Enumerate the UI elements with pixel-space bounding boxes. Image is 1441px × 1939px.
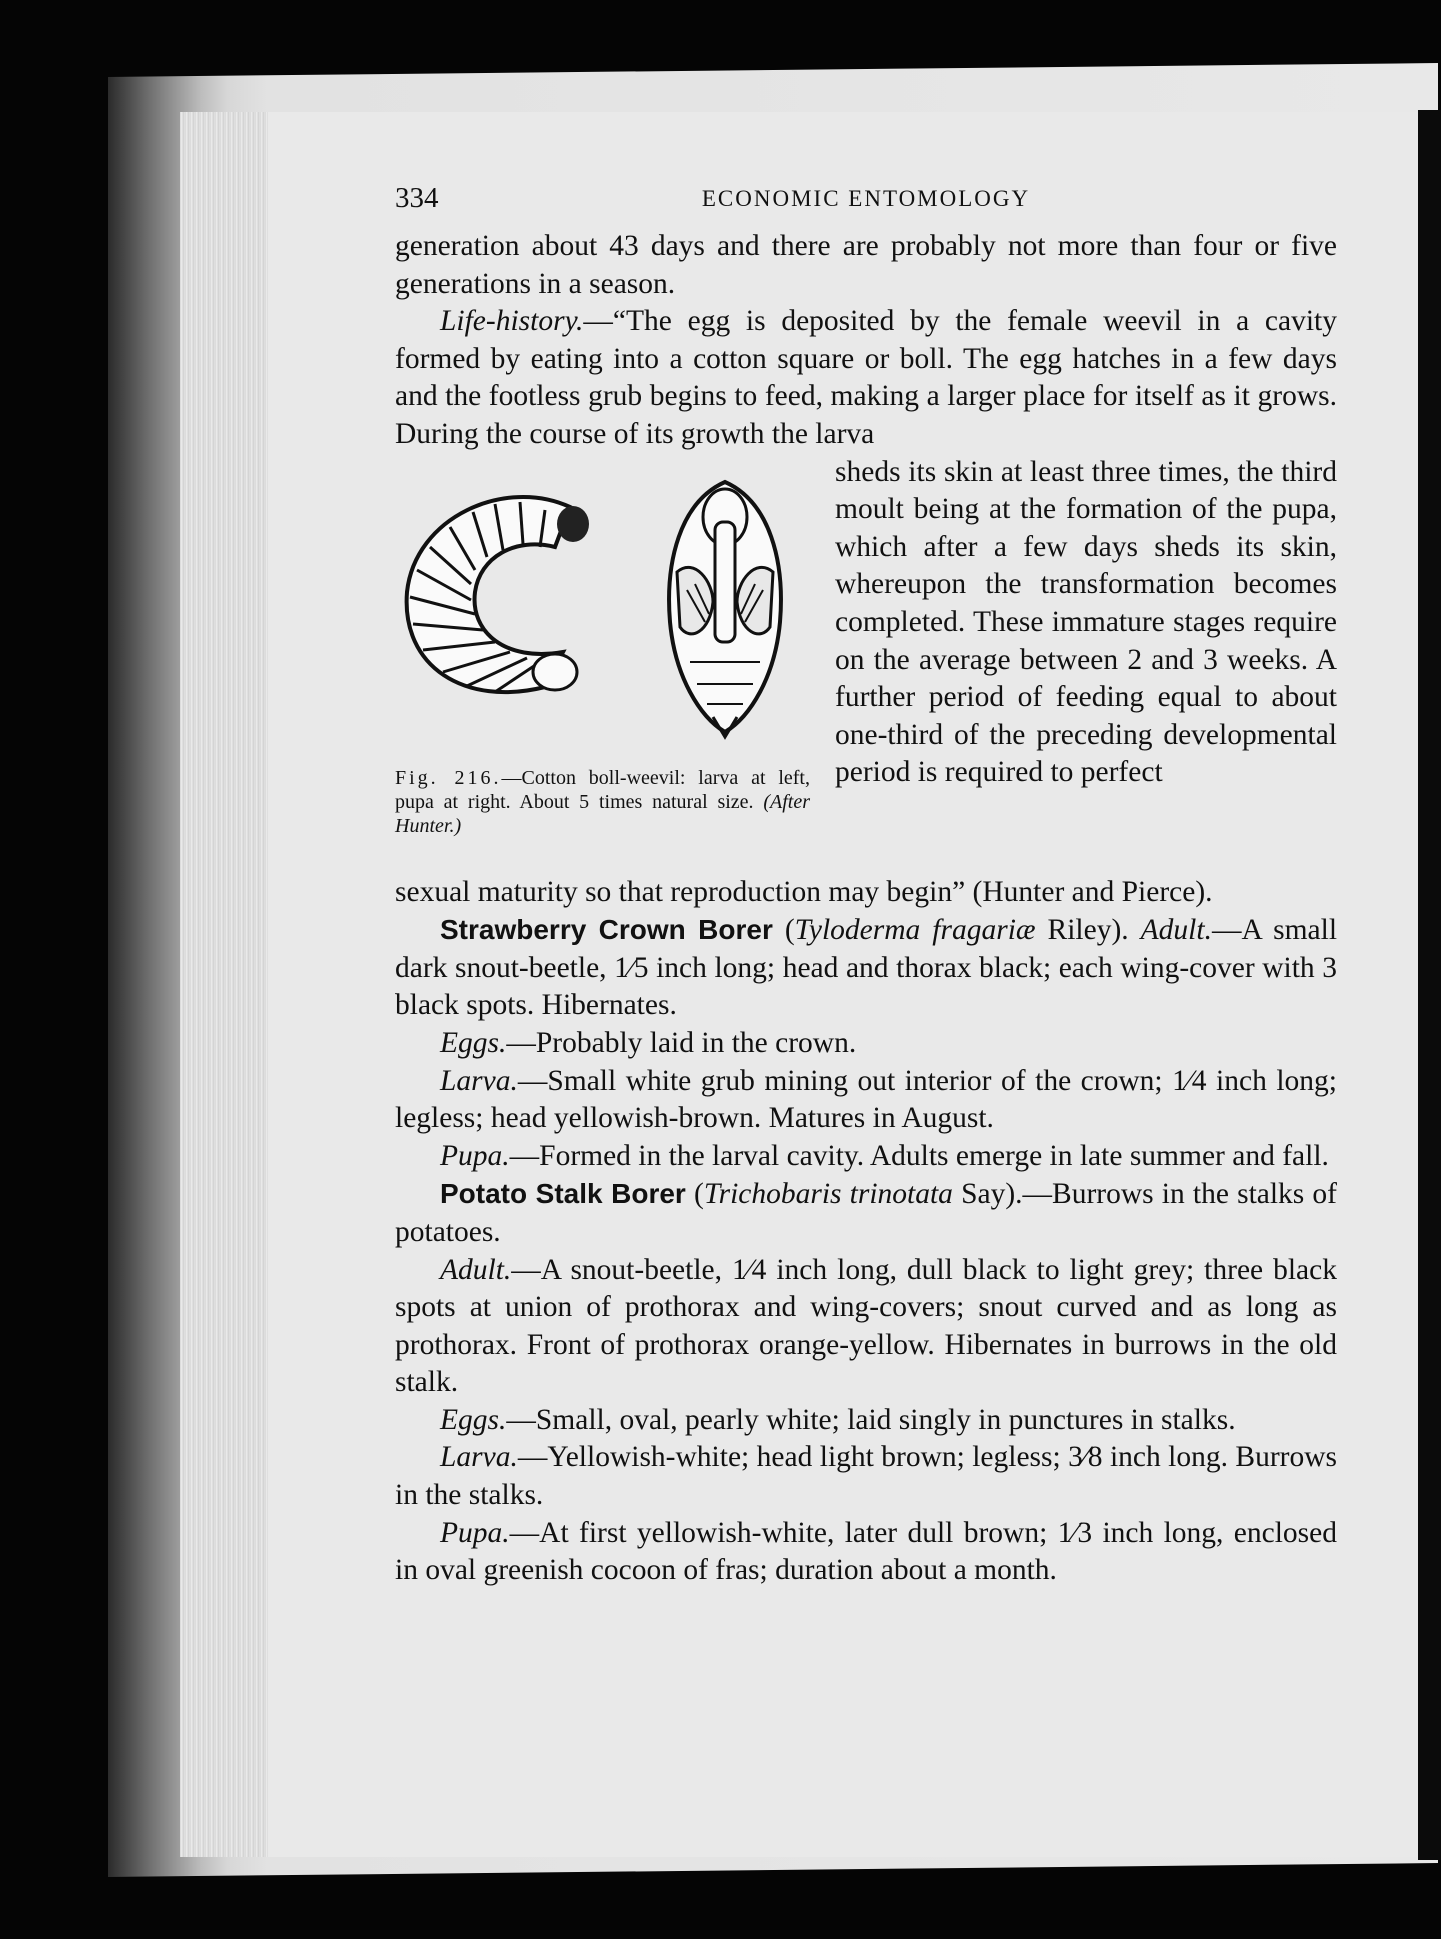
strawberry-pupa-text: —Formed in the larval cavity. Adults emerge in late summer and fall. (509, 1139, 1329, 1172)
paragraph-strawberry-eggs (395, 1025, 1337, 1063)
figure-216 (395, 454, 815, 874)
paragraph-generation: generation about 43 days and there are probably not more than four or five generations in a season. (395, 230, 1337, 300)
strawberry-scientific-name: Tyloderma fragariæ (794, 914, 1036, 947)
potato-larva-text: —Yellowish-white; head light brown; legless; 3⁄8 inch long. Burrows in the stalks. (395, 1441, 1337, 1512)
running-head-title: ECONOMIC ENTOMOLOGY (701, 186, 1031, 211)
potato-heading: Potato Stalk Borer (440, 1178, 686, 1210)
life-history-label: Life-history. (440, 305, 584, 338)
strawberry-larva-text: —Small white grub mining out interior of the crown; 1⁄4 inch long; legless; head yellowish-brown. Matures in August. (395, 1064, 1337, 1135)
strawberry-author: Riley). (1035, 914, 1129, 947)
potato-pupa-label: Pupa. (440, 1516, 510, 1549)
strawberry-larva-label: Larva. (440, 1064, 518, 1097)
figure-illustrations (395, 462, 815, 762)
potato-larva-label: Larva. (440, 1441, 518, 1474)
potato-adult-text: —A snout-beetle, 1⁄4 inch long, dull black to light grey; three black spots at union of prothorax and wing-covers; snout curved and as long as prothorax. Front of prothorax orange-yellow. Hibernates in burrows in the old stalk. (395, 1253, 1337, 1399)
paragraph-potato-heading: Potato Stalk Borer (Trichobaris trinotata Say).—Burrows in the stalks of potatoes. (395, 1178, 1338, 1248)
figure-label: Fig. 216. (395, 766, 502, 789)
running-head (395, 180, 1337, 228)
page-leaves-edge (180, 112, 275, 1857)
paragraph-life-history-wrap: sheds its skin at least three times, the third moult being at the formation of the pupa, which after a few days sheds its skin, whereupon the transformation becomes completed. These immature stages require on the average between 2 and 3 weeks. A further period of feeding equal to about one-third of the preceding developmental period is required to perfect (835, 455, 1337, 789)
potato-scientific-name: Trichobaris trinotata (703, 1178, 953, 1211)
paragraph-potato-larva (395, 1439, 1337, 1514)
paragraph-potato-pupa (395, 1515, 1337, 1590)
strawberry-eggs-text: —Probably laid in the crown. (506, 1026, 857, 1059)
potato-adult-label: Adult. (440, 1253, 512, 1286)
paragraph-strawberry-pupa (395, 1138, 1337, 1176)
page-text (395, 180, 1337, 1590)
figure-credit: (After Hunter.) (395, 790, 811, 837)
potato-eggs-label: Eggs. (440, 1403, 507, 1436)
paragraph-strawberry-larva (395, 1063, 1337, 1138)
strawberry-eggs-label: Eggs. (440, 1026, 507, 1059)
strawberry-pupa-label: Pupa. (440, 1139, 510, 1172)
paragraph-strawberry-heading: Strawberry Crown Borer (Tyloderma fragariæ Riley). Adult.—A small dark snout-beetle, 1⁄5 inch long; head and thorax black; each wing-cover with 3 black spots. Hibernates. (395, 914, 1338, 1022)
pupa-illustration (669, 482, 781, 737)
potato-eggs-text: —Small, oval, pearly white; laid singly in punctures in stalks. (506, 1403, 1236, 1436)
potato-pupa-text: —At first yellowish-white, later dull brown; 1⁄3 inch long, enclosed in oval greenish cocoon of fras; duration about a month. (395, 1516, 1337, 1587)
paragraph-potato-adult (395, 1252, 1337, 1402)
strawberry-heading: Strawberry Crown Borer (440, 914, 773, 946)
book-right-edge (1418, 110, 1441, 1860)
paragraph-life-history (395, 303, 1337, 453)
page-number: 334 (395, 182, 439, 214)
strawberry-adult-text: —A small dark snout-beetle, 1⁄5 inch long; head and thorax black; each wing-cover with 3 black spots. Hibernates. (395, 914, 1338, 1022)
figure-caption (395, 766, 810, 838)
potato-intro-text: —Burrows in the stalks of potatoes. (395, 1178, 1338, 1248)
larva-illustration (407, 497, 589, 692)
life-history-text: —“The egg is deposited by the female weevil in a cavity formed by eating into a cotton square or boll. The egg hatches in a few days and the footless grub begins to feed, making a larger place for itself as it grows. During the course of its growth the larva (395, 305, 1337, 450)
strawberry-adult-label: Adult. (1140, 914, 1212, 947)
paragraph-potato-eggs (395, 1402, 1337, 1440)
figure-caption-text: —Cotton boll-weevil: larva at left, pupa at right. About 5 times natural size. (395, 766, 810, 813)
potato-author: Say). (952, 1178, 1023, 1211)
paragraph-life-history-end: sexual maturity so that reproduction may begin” (Hunter and Pierce). (395, 875, 1213, 908)
